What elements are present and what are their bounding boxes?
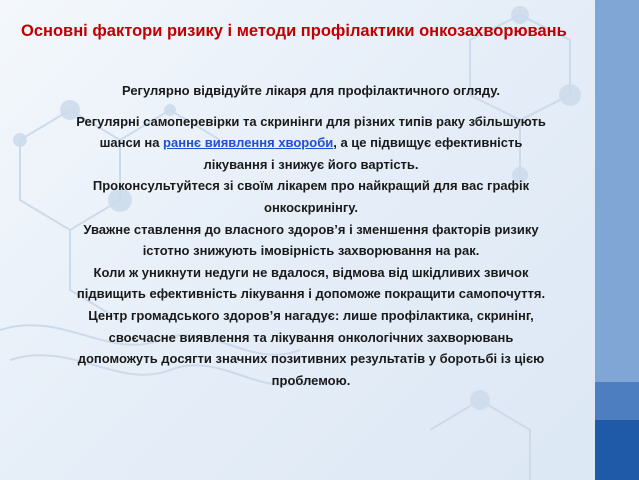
sidebar-band-medium <box>595 382 639 420</box>
paragraph-center-reminder: Центр громадського здоров’я нагадує: лише профілактика, скринінг, своєчасне виявлення та лікування онкологічних захворювань допоможуть досягти значних позитивних результатів у боротьбі із цією проблемою. <box>77 307 545 388</box>
sidebar-band-light <box>595 0 639 382</box>
sidebar-band-dark <box>595 420 639 480</box>
paragraph-risk-factors: Уважне ставлення до власного здоров’я і зменшення факторів ризику істотно знижують імовірність захворювання на рак. <box>83 221 539 259</box>
paragraph-screening-text-end: , а це підвищує ефективність лікування і знижує його вартість. <box>203 135 523 172</box>
paragraph-habits: Коли ж уникнути недуги не вдалося, відмова від шкідливих звичок підвищить ефективність лікування і допоможе покращити самопочуття. <box>76 264 546 302</box>
early-detection-link[interactable]: раннє виявлення хвороби <box>163 135 334 151</box>
paragraph-screening-text-start: Регулярні самоперевірки та скринінги для різних типів раку збільшують шанси на <box>76 113 546 151</box>
paragraph-screening <box>72 111 550 176</box>
right-sidebar-decoration <box>595 0 639 480</box>
slide-title: Основні фактори ризику і методи профілактики онкозахворювань <box>21 22 567 40</box>
slide-body <box>72 80 550 391</box>
paragraph-consult: Проконсультуйтеся зі своїм лікарем про найкращий для вас графік онкоскринінгу. <box>92 178 530 215</box>
paragraph-checkup: Регулярно відвідуйте лікаря для профілактичного огляду. <box>121 83 500 98</box>
